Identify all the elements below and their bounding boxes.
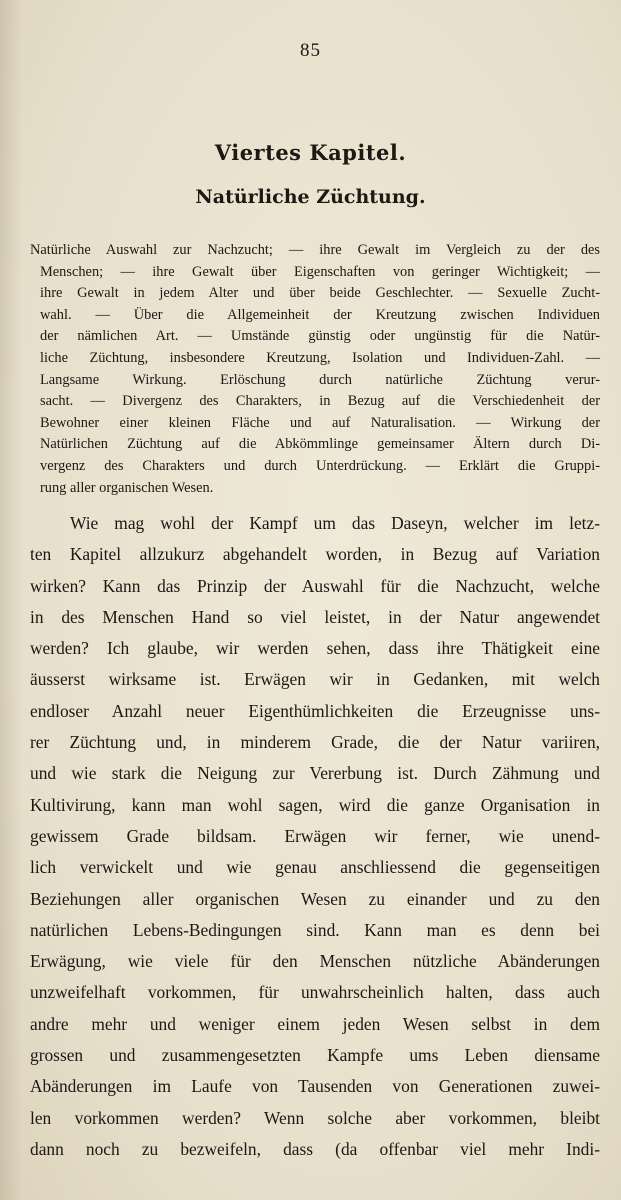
summary-line: rung aller organischen Wesen.: [40, 479, 214, 496]
body-line: ten Kapitel allzukurz abgehandelt worden, in Bezug auf Variation: [30, 544, 600, 565]
summary-line: vergenz des Charakters und durch Unterdrückung. — Erklärt die Gruppi-: [40, 457, 600, 474]
body-line: äusserst wirksame ist. Erwägen wir in Gedanken, mit welch: [30, 669, 600, 690]
page-number: 85: [300, 40, 321, 61]
summary-line: ihre Gewalt in jedem Alter und über beide Geschlechter. — Sexuelle Zucht-: [40, 285, 600, 302]
summary-line: der nämlichen Art. — Umstände günstig oder ungünstig für die Natür-: [40, 328, 600, 345]
body-line: in des Menschen Hand so viel leistet, in der Natur angewendet: [30, 606, 600, 627]
summary-line: liche Züchtung, insbesondere Kreutzung, Isolation und Individuen-Zahl. —: [40, 349, 600, 366]
chapter-summary: [30, 240, 600, 499]
body-line: lich verwickelt und wie genau anschliessend die gegenseitigen: [30, 857, 600, 878]
summary-line: sacht. — Divergenz des Charakters, in Bezug auf die Verschiedenheit der: [40, 393, 600, 410]
summary-line: Langsame Wirkung. Erlöschung durch natürliche Züchtung verur-: [40, 371, 600, 388]
body-line: Wie mag wohl der Kampf um das Daseyn, welcher im letz-: [70, 513, 600, 533]
summary-line: wahl. — Über die Allgemeinheit der Kreutzung zwischen Individuen: [40, 306, 600, 323]
body-line: Abänderungen im Laufe von Tausenden von Generationen zuwei-: [30, 1076, 600, 1097]
body-line: unzweifelhaft vorkommen, für unwahrscheinlich halten, dass auch: [30, 982, 600, 1003]
summary-line: Bewohner einer kleinen Fläche und auf Naturalisation. — Wirkung der: [40, 414, 600, 431]
body-line: natürlichen Lebens-Bedingungen sind. Kann man es denn bei: [30, 919, 600, 940]
body-line: Erwägung, wie viele für den Menschen nützliche Abänderungen: [30, 951, 600, 972]
body-line: grossen und zusammengesetzten Kampfe ums Leben diensame: [30, 1045, 600, 1066]
chapter-title: Viertes Kapitel.: [214, 140, 407, 165]
body-line: Beziehungen aller organischen Wesen zu einander und zu den: [30, 888, 600, 909]
body-line: Kultivirung, kann man wohl sagen, wird die ganze Organisation in: [30, 794, 600, 815]
summary-line: Natürliche Auswahl zur Nachzucht; — ihre Gewalt im Vergleich zu der des: [30, 242, 600, 258]
body-line: rer Züchtung und, in minderem Grade, die der Natur variiren,: [30, 732, 600, 753]
summary-line: Natürlichen Züchtung auf die Abkömmlinge gemeinsamer Ältern durch Di-: [40, 436, 600, 453]
body-line: werden? Ich glaube, wir werden sehen, dass ihre Thätigkeit eine: [30, 638, 600, 659]
body-line: gewissem Grade bildsam. Erwägen wir ferner, wie unend-: [30, 825, 600, 846]
chapter-subtitle: Natürliche Züchtung.: [195, 186, 426, 208]
body-line: andre mehr und weniger einem jeden Wesen selbst in dem: [30, 1013, 600, 1034]
body-line: endloser Anzahl neuer Eigenthümlichkeiten die Erzeugnisse uns-: [30, 700, 600, 721]
body-line: und wie stark die Neigung zur Vererbung ist. Durch Zähmung und: [30, 763, 600, 784]
summary-line: Menschen; — ihre Gewalt über Eigenschaften von geringer Wichtigkeit; —: [40, 263, 600, 280]
body-line: len vorkommen werden? Wenn solche aber vorkommen, bleibt: [30, 1107, 600, 1128]
body-text: [30, 508, 600, 1165]
body-line: wirken? Kann das Prinzip der Auswahl für die Nachzucht, welche: [30, 575, 600, 596]
body-line: dann noch zu bezweifeln, dass (da offenbar viel mehr Indi-: [30, 1138, 600, 1159]
